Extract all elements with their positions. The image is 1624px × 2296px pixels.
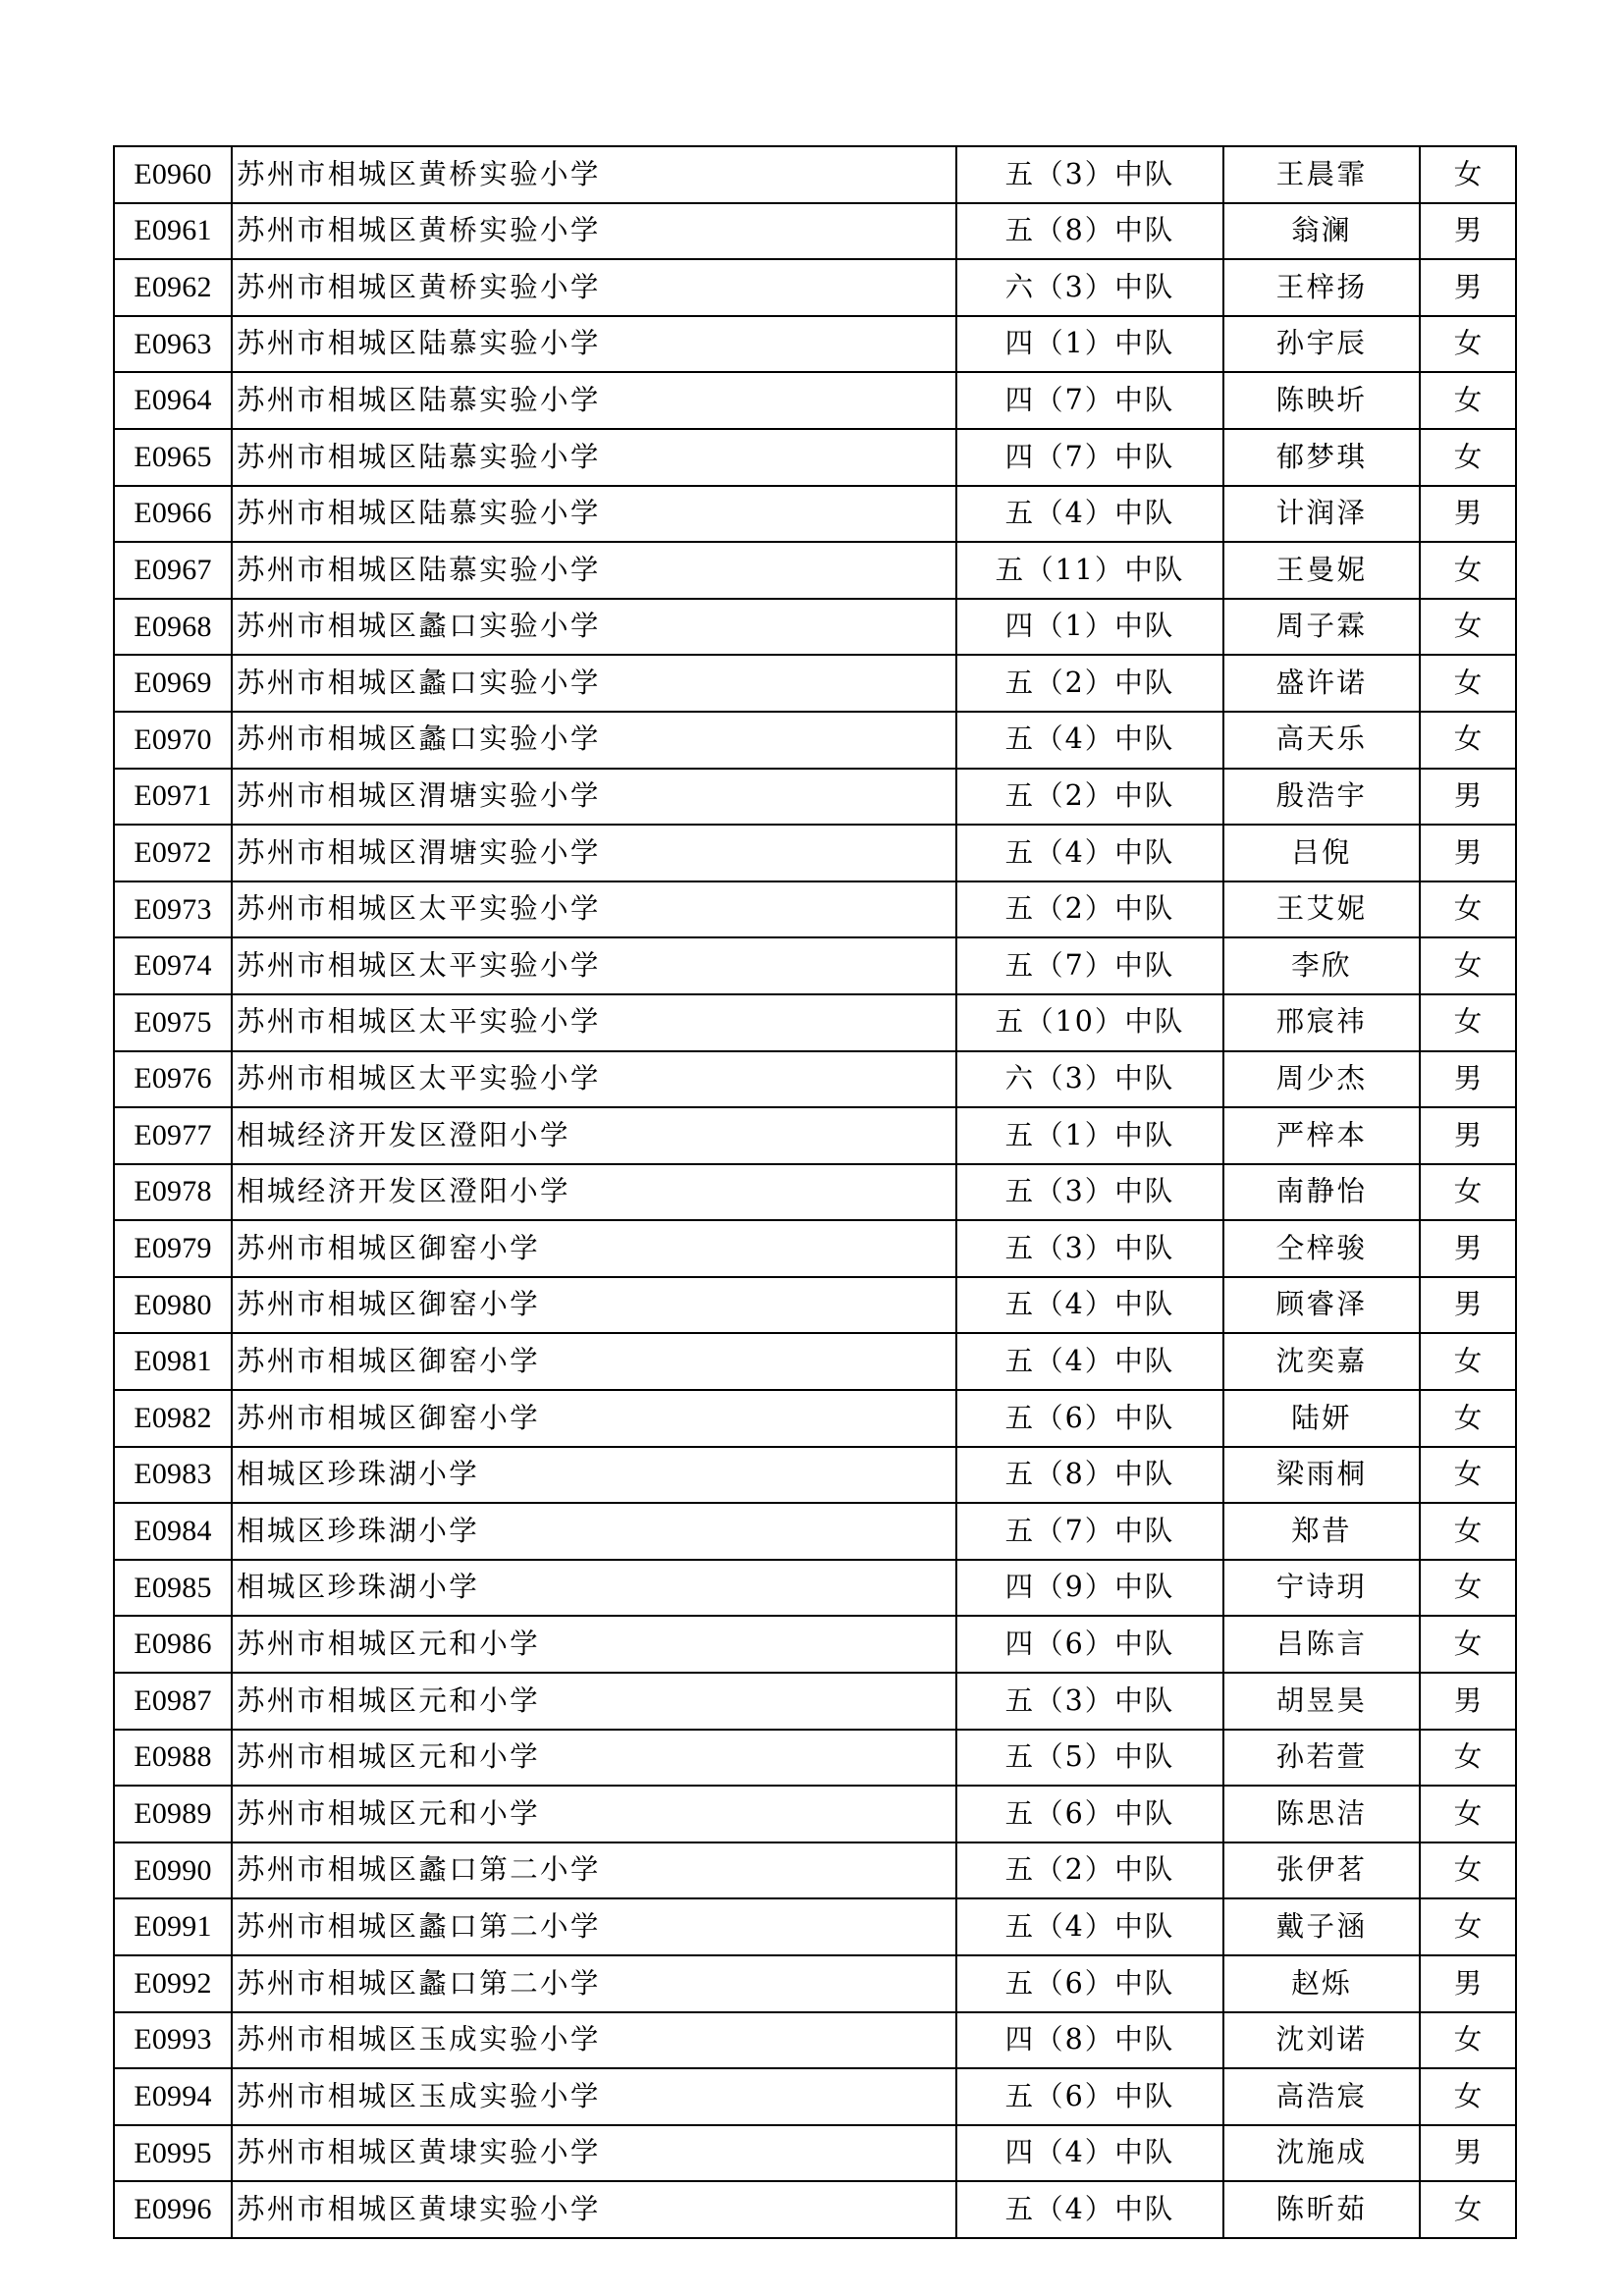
cell-school: 相城经济开发区澄阳小学 bbox=[232, 1164, 956, 1221]
cell-school: 苏州市相城区御窑小学 bbox=[232, 1333, 956, 1390]
cell-id: E0989 bbox=[114, 1786, 232, 1842]
cell-school: 苏州市相城区黄桥实验小学 bbox=[232, 146, 956, 203]
cell-class: 五（6）中队 bbox=[956, 1786, 1223, 1842]
table-row bbox=[114, 599, 1516, 656]
cell-gender: 女 bbox=[1420, 881, 1516, 938]
cell-gender: 女 bbox=[1420, 542, 1516, 599]
cell-id: E0967 bbox=[114, 542, 232, 599]
cell-school: 苏州市相城区黄埭实验小学 bbox=[232, 2125, 956, 2182]
cell-gender: 女 bbox=[1420, 2012, 1516, 2069]
cell-name: 沈施成 bbox=[1223, 2125, 1420, 2182]
cell-gender: 女 bbox=[1420, 1730, 1516, 1787]
cell-gender: 女 bbox=[1420, 1333, 1516, 1390]
cell-school: 苏州市相城区黄桥实验小学 bbox=[232, 203, 956, 260]
cell-id: E0991 bbox=[114, 1898, 232, 1955]
table-row bbox=[114, 994, 1516, 1051]
cell-name: 王梓扬 bbox=[1223, 259, 1420, 316]
cell-class: 五（4）中队 bbox=[956, 712, 1223, 769]
cell-name: 郁梦琪 bbox=[1223, 429, 1420, 486]
cell-name: 盛许诺 bbox=[1223, 655, 1420, 712]
cell-class: 五（7）中队 bbox=[956, 1503, 1223, 1560]
table-row bbox=[114, 1673, 1516, 1730]
cell-id: E0966 bbox=[114, 486, 232, 543]
cell-gender: 女 bbox=[1420, 1390, 1516, 1447]
table-row bbox=[114, 203, 1516, 260]
cell-name: 李欣 bbox=[1223, 937, 1420, 994]
cell-name: 周子霖 bbox=[1223, 599, 1420, 656]
table-row bbox=[114, 1333, 1516, 1390]
cell-name: 郑昔 bbox=[1223, 1503, 1420, 1560]
cell-class: 四（8）中队 bbox=[956, 2012, 1223, 2069]
table-row bbox=[114, 486, 1516, 543]
table-row bbox=[114, 2012, 1516, 2069]
cell-name: 陈映圻 bbox=[1223, 372, 1420, 429]
cell-gender: 女 bbox=[1420, 2068, 1516, 2125]
table-row bbox=[114, 316, 1516, 373]
cell-class: 五（4）中队 bbox=[956, 1898, 1223, 1955]
cell-class: 五（2）中队 bbox=[956, 881, 1223, 938]
cell-class: 五（5）中队 bbox=[956, 1730, 1223, 1787]
cell-school: 苏州市相城区元和小学 bbox=[232, 1673, 956, 1730]
cell-gender: 男 bbox=[1420, 2125, 1516, 2182]
cell-name: 南静怡 bbox=[1223, 1164, 1420, 1221]
cell-name: 梁雨桐 bbox=[1223, 1447, 1420, 1504]
table-row bbox=[114, 1390, 1516, 1447]
cell-gender: 女 bbox=[1420, 146, 1516, 203]
cell-name: 孙若萱 bbox=[1223, 1730, 1420, 1787]
cell-class: 四（9）中队 bbox=[956, 1560, 1223, 1617]
table-row bbox=[114, 1898, 1516, 1955]
cell-class: 五（10）中队 bbox=[956, 994, 1223, 1051]
cell-name: 胡昱昊 bbox=[1223, 1673, 1420, 1730]
cell-class: 四（7）中队 bbox=[956, 372, 1223, 429]
cell-id: E0979 bbox=[114, 1220, 232, 1277]
cell-school: 苏州市相城区太平实验小学 bbox=[232, 881, 956, 938]
cell-id: E0981 bbox=[114, 1333, 232, 1390]
cell-name: 陈思洁 bbox=[1223, 1786, 1420, 1842]
cell-id: E0976 bbox=[114, 1051, 232, 1108]
cell-school: 苏州市相城区陆慕实验小学 bbox=[232, 486, 956, 543]
cell-school: 苏州市相城区陆慕实验小学 bbox=[232, 542, 956, 599]
cell-gender: 女 bbox=[1420, 1616, 1516, 1673]
cell-school: 苏州市相城区元和小学 bbox=[232, 1616, 956, 1673]
cell-id: E0983 bbox=[114, 1447, 232, 1504]
roster-table bbox=[113, 145, 1517, 2239]
cell-id: E0985 bbox=[114, 1560, 232, 1617]
cell-school: 相城区珍珠湖小学 bbox=[232, 1503, 956, 1560]
cell-name: 翁澜 bbox=[1223, 203, 1420, 260]
cell-name: 仝梓骏 bbox=[1223, 1220, 1420, 1277]
cell-id: E0964 bbox=[114, 372, 232, 429]
cell-class: 五（4）中队 bbox=[956, 2181, 1223, 2238]
cell-gender: 男 bbox=[1420, 825, 1516, 881]
cell-gender: 女 bbox=[1420, 1447, 1516, 1504]
cell-class: 五（7）中队 bbox=[956, 937, 1223, 994]
cell-class: 五（8）中队 bbox=[956, 1447, 1223, 1504]
cell-gender: 男 bbox=[1420, 486, 1516, 543]
cell-name: 吕陈言 bbox=[1223, 1616, 1420, 1673]
cell-class: 五（4）中队 bbox=[956, 486, 1223, 543]
cell-class: 四（4）中队 bbox=[956, 2125, 1223, 2182]
cell-id: E0980 bbox=[114, 1277, 232, 1334]
cell-gender: 女 bbox=[1420, 712, 1516, 769]
cell-gender: 女 bbox=[1420, 372, 1516, 429]
cell-name: 沈奕嘉 bbox=[1223, 1333, 1420, 1390]
cell-class: 五（2）中队 bbox=[956, 655, 1223, 712]
cell-gender: 男 bbox=[1420, 1955, 1516, 2012]
cell-class: 五（4）中队 bbox=[956, 1333, 1223, 1390]
cell-id: E0960 bbox=[114, 146, 232, 203]
cell-name: 高天乐 bbox=[1223, 712, 1420, 769]
cell-id: E0972 bbox=[114, 825, 232, 881]
cell-name: 高浩宸 bbox=[1223, 2068, 1420, 2125]
table-row bbox=[114, 769, 1516, 826]
cell-name: 计润泽 bbox=[1223, 486, 1420, 543]
cell-gender: 男 bbox=[1420, 1051, 1516, 1108]
table-row bbox=[114, 2125, 1516, 2182]
table-row bbox=[114, 259, 1516, 316]
roster-table-body bbox=[114, 146, 1516, 2238]
cell-class: 五（11）中队 bbox=[956, 542, 1223, 599]
cell-gender: 男 bbox=[1420, 259, 1516, 316]
cell-class: 五（4）中队 bbox=[956, 825, 1223, 881]
cell-gender: 女 bbox=[1420, 2181, 1516, 2238]
cell-school: 苏州市相城区太平实验小学 bbox=[232, 994, 956, 1051]
cell-school: 苏州市相城区蠡口实验小学 bbox=[232, 712, 956, 769]
table-row bbox=[114, 1955, 1516, 2012]
cell-name: 周少杰 bbox=[1223, 1051, 1420, 1108]
cell-gender: 女 bbox=[1420, 429, 1516, 486]
table-row bbox=[114, 1786, 1516, 1842]
cell-name: 孙宇辰 bbox=[1223, 316, 1420, 373]
cell-school: 苏州市相城区陆慕实验小学 bbox=[232, 372, 956, 429]
cell-school: 苏州市相城区蠡口第二小学 bbox=[232, 1898, 956, 1955]
cell-class: 四（1）中队 bbox=[956, 316, 1223, 373]
cell-id: E0971 bbox=[114, 769, 232, 826]
cell-school: 苏州市相城区太平实验小学 bbox=[232, 937, 956, 994]
cell-name: 王艾妮 bbox=[1223, 881, 1420, 938]
cell-gender: 男 bbox=[1420, 1107, 1516, 1164]
cell-school: 苏州市相城区黄桥实验小学 bbox=[232, 259, 956, 316]
table-row bbox=[114, 1730, 1516, 1787]
cell-id: E0970 bbox=[114, 712, 232, 769]
cell-id: E0978 bbox=[114, 1164, 232, 1221]
cell-school: 苏州市相城区陆慕实验小学 bbox=[232, 429, 956, 486]
cell-gender: 女 bbox=[1420, 1560, 1516, 1617]
cell-school: 苏州市相城区御窑小学 bbox=[232, 1390, 956, 1447]
table-row bbox=[114, 1842, 1516, 1899]
cell-school: 苏州市相城区陆慕实验小学 bbox=[232, 316, 956, 373]
cell-school: 相城区珍珠湖小学 bbox=[232, 1447, 956, 1504]
cell-id: E0968 bbox=[114, 599, 232, 656]
cell-class: 五（6）中队 bbox=[956, 1390, 1223, 1447]
cell-id: E0993 bbox=[114, 2012, 232, 2069]
cell-class: 五（6）中队 bbox=[956, 2068, 1223, 2125]
cell-id: E0986 bbox=[114, 1616, 232, 1673]
cell-name: 陆妍 bbox=[1223, 1390, 1420, 1447]
table-row bbox=[114, 1447, 1516, 1504]
cell-name: 宁诗玥 bbox=[1223, 1560, 1420, 1617]
cell-id: E0963 bbox=[114, 316, 232, 373]
table-row bbox=[114, 1277, 1516, 1334]
cell-id: E0995 bbox=[114, 2125, 232, 2182]
table-row bbox=[114, 1616, 1516, 1673]
cell-class: 五（1）中队 bbox=[956, 1107, 1223, 1164]
cell-name: 王曼妮 bbox=[1223, 542, 1420, 599]
cell-school: 苏州市相城区玉成实验小学 bbox=[232, 2068, 956, 2125]
cell-id: E0961 bbox=[114, 203, 232, 260]
cell-gender: 女 bbox=[1420, 1164, 1516, 1221]
cell-name: 严梓本 bbox=[1223, 1107, 1420, 1164]
cell-school: 苏州市相城区太平实验小学 bbox=[232, 1051, 956, 1108]
table-row bbox=[114, 2068, 1516, 2125]
table-row bbox=[114, 2181, 1516, 2238]
cell-class: 五（3）中队 bbox=[956, 1220, 1223, 1277]
cell-id: E0996 bbox=[114, 2181, 232, 2238]
cell-gender: 女 bbox=[1420, 1842, 1516, 1899]
table-row bbox=[114, 146, 1516, 203]
cell-name: 陈昕茹 bbox=[1223, 2181, 1420, 2238]
cell-id: E0988 bbox=[114, 1730, 232, 1787]
table-row bbox=[114, 712, 1516, 769]
cell-class: 四（7）中队 bbox=[956, 429, 1223, 486]
cell-class: 六（3）中队 bbox=[956, 259, 1223, 316]
cell-id: E0982 bbox=[114, 1390, 232, 1447]
cell-id: E0965 bbox=[114, 429, 232, 486]
cell-class: 四（6）中队 bbox=[956, 1616, 1223, 1673]
cell-name: 张伊茗 bbox=[1223, 1842, 1420, 1899]
cell-class: 五（2）中队 bbox=[956, 1842, 1223, 1899]
cell-school: 苏州市相城区元和小学 bbox=[232, 1786, 956, 1842]
cell-class: 五（3）中队 bbox=[956, 1673, 1223, 1730]
cell-gender: 女 bbox=[1420, 316, 1516, 373]
cell-class: 五（6）中队 bbox=[956, 1955, 1223, 2012]
cell-school: 相城经济开发区澄阳小学 bbox=[232, 1107, 956, 1164]
table-row bbox=[114, 1220, 1516, 1277]
cell-id: E0992 bbox=[114, 1955, 232, 2012]
table-row bbox=[114, 542, 1516, 599]
cell-class: 五（3）中队 bbox=[956, 1164, 1223, 1221]
cell-class: 五（4）中队 bbox=[956, 1277, 1223, 1334]
cell-school: 相城区珍珠湖小学 bbox=[232, 1560, 956, 1617]
cell-gender: 女 bbox=[1420, 655, 1516, 712]
cell-school: 苏州市相城区御窑小学 bbox=[232, 1220, 956, 1277]
cell-name: 沈刘诺 bbox=[1223, 2012, 1420, 2069]
cell-gender: 男 bbox=[1420, 1277, 1516, 1334]
cell-gender: 女 bbox=[1420, 994, 1516, 1051]
table-row bbox=[114, 1051, 1516, 1108]
cell-gender: 女 bbox=[1420, 1786, 1516, 1842]
cell-id: E0974 bbox=[114, 937, 232, 994]
cell-id: E0975 bbox=[114, 994, 232, 1051]
cell-name: 吕倪 bbox=[1223, 825, 1420, 881]
cell-school: 苏州市相城区蠡口实验小学 bbox=[232, 599, 956, 656]
cell-gender: 女 bbox=[1420, 1898, 1516, 1955]
cell-id: E0990 bbox=[114, 1842, 232, 1899]
cell-school: 苏州市相城区渭塘实验小学 bbox=[232, 825, 956, 881]
cell-school: 苏州市相城区黄埭实验小学 bbox=[232, 2181, 956, 2238]
cell-school: 苏州市相城区蠡口第二小学 bbox=[232, 1842, 956, 1899]
cell-school: 苏州市相城区渭塘实验小学 bbox=[232, 769, 956, 826]
cell-name: 赵烁 bbox=[1223, 1955, 1420, 2012]
table-row bbox=[114, 1560, 1516, 1617]
cell-gender: 女 bbox=[1420, 937, 1516, 994]
cell-school: 苏州市相城区玉成实验小学 bbox=[232, 2012, 956, 2069]
cell-gender: 男 bbox=[1420, 1673, 1516, 1730]
cell-school: 苏州市相城区蠡口第二小学 bbox=[232, 1955, 956, 2012]
cell-name: 邢宸祎 bbox=[1223, 994, 1420, 1051]
cell-class: 五（2）中队 bbox=[956, 769, 1223, 826]
table-row bbox=[114, 937, 1516, 994]
cell-name: 王晨霏 bbox=[1223, 146, 1420, 203]
cell-id: E0962 bbox=[114, 259, 232, 316]
cell-name: 殷浩宇 bbox=[1223, 769, 1420, 826]
cell-class: 四（1）中队 bbox=[956, 599, 1223, 656]
cell-gender: 男 bbox=[1420, 1220, 1516, 1277]
cell-class: 五（8）中队 bbox=[956, 203, 1223, 260]
table-row bbox=[114, 1164, 1516, 1221]
cell-class: 五（3）中队 bbox=[956, 146, 1223, 203]
cell-name: 顾睿泽 bbox=[1223, 1277, 1420, 1334]
cell-id: E0994 bbox=[114, 2068, 232, 2125]
table-row bbox=[114, 881, 1516, 938]
cell-gender: 女 bbox=[1420, 599, 1516, 656]
table-row bbox=[114, 655, 1516, 712]
cell-id: E0973 bbox=[114, 881, 232, 938]
table-row bbox=[114, 429, 1516, 486]
cell-class: 六（3）中队 bbox=[956, 1051, 1223, 1108]
cell-id: E0977 bbox=[114, 1107, 232, 1164]
cell-name: 戴子涵 bbox=[1223, 1898, 1420, 1955]
cell-gender: 男 bbox=[1420, 769, 1516, 826]
table-row bbox=[114, 1503, 1516, 1560]
cell-gender: 女 bbox=[1420, 1503, 1516, 1560]
cell-school: 苏州市相城区元和小学 bbox=[232, 1730, 956, 1787]
table-row bbox=[114, 825, 1516, 881]
table-row bbox=[114, 372, 1516, 429]
cell-school: 苏州市相城区御窑小学 bbox=[232, 1277, 956, 1334]
cell-school: 苏州市相城区蠡口实验小学 bbox=[232, 655, 956, 712]
table-row bbox=[114, 1107, 1516, 1164]
cell-id: E0987 bbox=[114, 1673, 232, 1730]
cell-id: E0984 bbox=[114, 1503, 232, 1560]
cell-gender: 男 bbox=[1420, 203, 1516, 260]
cell-id: E0969 bbox=[114, 655, 232, 712]
